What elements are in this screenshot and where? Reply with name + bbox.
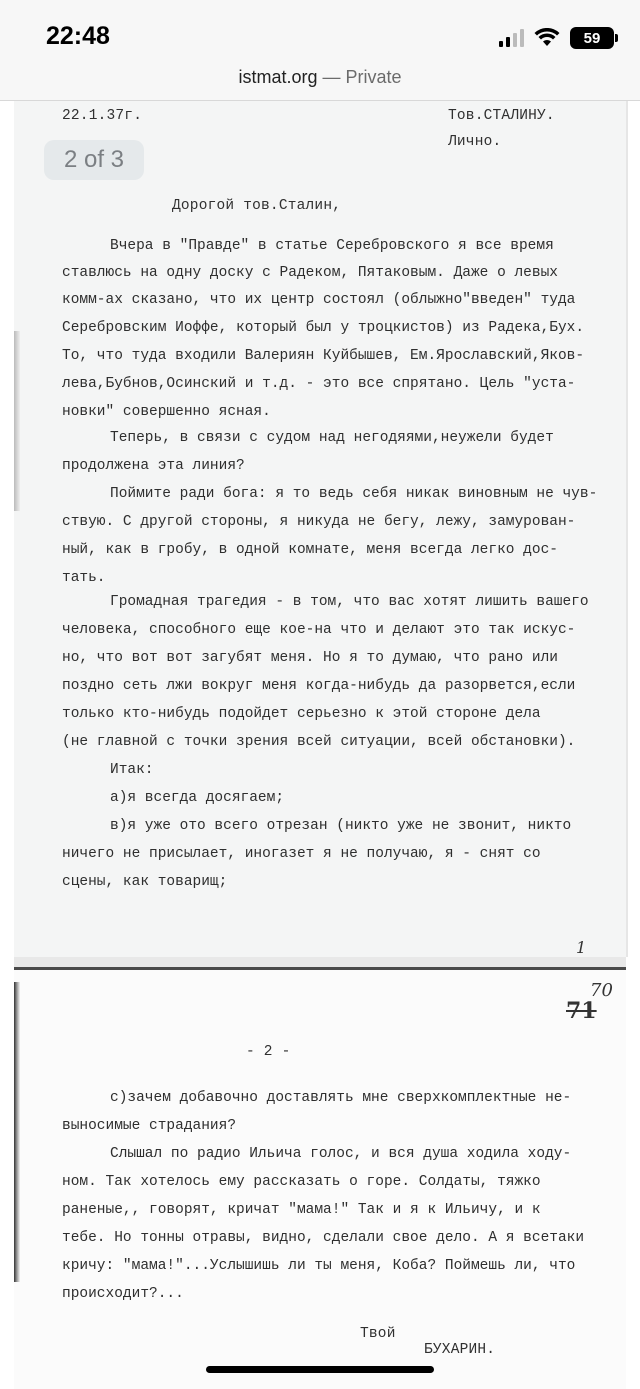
letter-line: в)я уже ото всего отрезан (никто уже не звонит, никто (110, 818, 572, 834)
home-indicator[interactable] (206, 1366, 434, 1373)
status-icons (499, 24, 614, 52)
letter-line: сцены, как товарищ; (62, 874, 228, 890)
handwritten-page-mark: 1 (576, 938, 587, 957)
letter-line: ный, как в гробу, в одной комнате, меня всегда легко дос- (62, 542, 558, 558)
letter-closing: Твой (360, 1326, 396, 1342)
letter-line: Поймите ради бога: я то ведь себя никак виновным не чув- (110, 486, 598, 502)
letter-personal-note: Лично. (448, 134, 502, 150)
scan-edge-shadow (14, 331, 20, 511)
letter-line: продолжена эта линия? (62, 458, 245, 474)
letter-line: комм-ах сказано, что их центр состоял (облыжно"введен" туда (62, 292, 576, 308)
letter-line: тебе. Но тонны отравы, видно, сделали свое дело. А я всетаки (62, 1230, 585, 1246)
letter-line: ствую. С другой стороны, я никуда не бегу, лежу, замурован- (62, 514, 576, 530)
archive-number-corrected: 70 (590, 980, 613, 1001)
letter-line: но, что вот вот загубят меня. Но я то думаю, что рано или (62, 650, 558, 666)
letter-line: Теперь, в связи с судом над негодяями,неужели будет (110, 430, 554, 446)
letter-line: поздно сеть лжи вокруг меня когда-нибудь да разорвется,если (62, 678, 576, 694)
cellular-signal-icon (499, 29, 524, 47)
letter-line: раненые,, говорят, кричат "мама!" Так и я к Ильичу, и к (62, 1202, 541, 1218)
address-bar[interactable] (0, 62, 640, 101)
clock: 22:48 (46, 22, 110, 50)
page-gap (14, 957, 626, 967)
letter-line: Серебровским Иоффе, который был у троцкистов) из Радека,Бух. (62, 320, 585, 336)
status-bar (0, 0, 640, 62)
letter-line: (не главной с точки зрения всей ситуации, всей обстановки). (62, 734, 576, 750)
letter-line: с)зачем добавочно доставлять мне сверхкомплектные не- (110, 1090, 572, 1106)
letter-addressee: Тов.СТАЛИНУ. (448, 108, 555, 124)
letter-line: выносимые страдания? (62, 1118, 237, 1134)
private-mode-label: Private (345, 67, 402, 87)
letter-line: новки" совершенно ясная. (62, 404, 271, 420)
letter-line: ном. Так хотелось ему рассказать о горе. Солдаты, тяжко (62, 1174, 541, 1190)
battery-icon: 59 (570, 27, 614, 49)
letter-line: а)я всегда досягаем; (110, 790, 285, 806)
letter-line: Громадная трагедия - в том, что вас хотят лишить вашего (110, 594, 589, 610)
letter-line: происходит?... (62, 1286, 184, 1302)
letter-date: 22.1.37г. (62, 108, 143, 124)
letter-greeting: Дорогой тов.Сталин, (172, 198, 342, 214)
letter-line: То, что туда входили Валериян Куйбышев, Ем.Ярославский,Яков- (62, 348, 585, 364)
letter-line: лева,Бубнов,Осинский и т.д. - это все спрятано. Цель "уста- (62, 376, 576, 392)
letter-line: Слышал по радио Ильича голос, и вся душа ходила ходу- (110, 1146, 572, 1162)
letter-line: кричу: "мама!"...Услышишь ли ты меня, Коба? Поймешь ли, что (62, 1258, 576, 1274)
archive-number-original: 71 (566, 998, 597, 1024)
letter-line: Итак: (110, 762, 154, 778)
url-separator: — (317, 67, 346, 87)
page-indicator: 2 of 3 (44, 140, 144, 180)
letter-line: ставлюсь на одну доску с Радеком, Пятаковым. Даже о левых (62, 265, 558, 281)
letter-line: тать. (62, 570, 106, 586)
wifi-icon (534, 28, 560, 48)
scan-edge-shadow (14, 982, 20, 1282)
letter-line: только кто-нибудь подойдет серьезно к этой стороне дела (62, 706, 541, 722)
letter-line: человека, способного еще кое-на что и делают это так искус- (62, 622, 576, 638)
letter-line: ничего не присылает, иногазет я не получаю, я - снят со (62, 846, 541, 862)
url-domain: istmat.org (238, 67, 318, 87)
letter-signature: БУХАРИН. (424, 1342, 496, 1358)
page-number: - 2 - (246, 1044, 291, 1060)
letter-line: Вчера в "Правде" в статье Серебровского я все время (110, 238, 554, 254)
